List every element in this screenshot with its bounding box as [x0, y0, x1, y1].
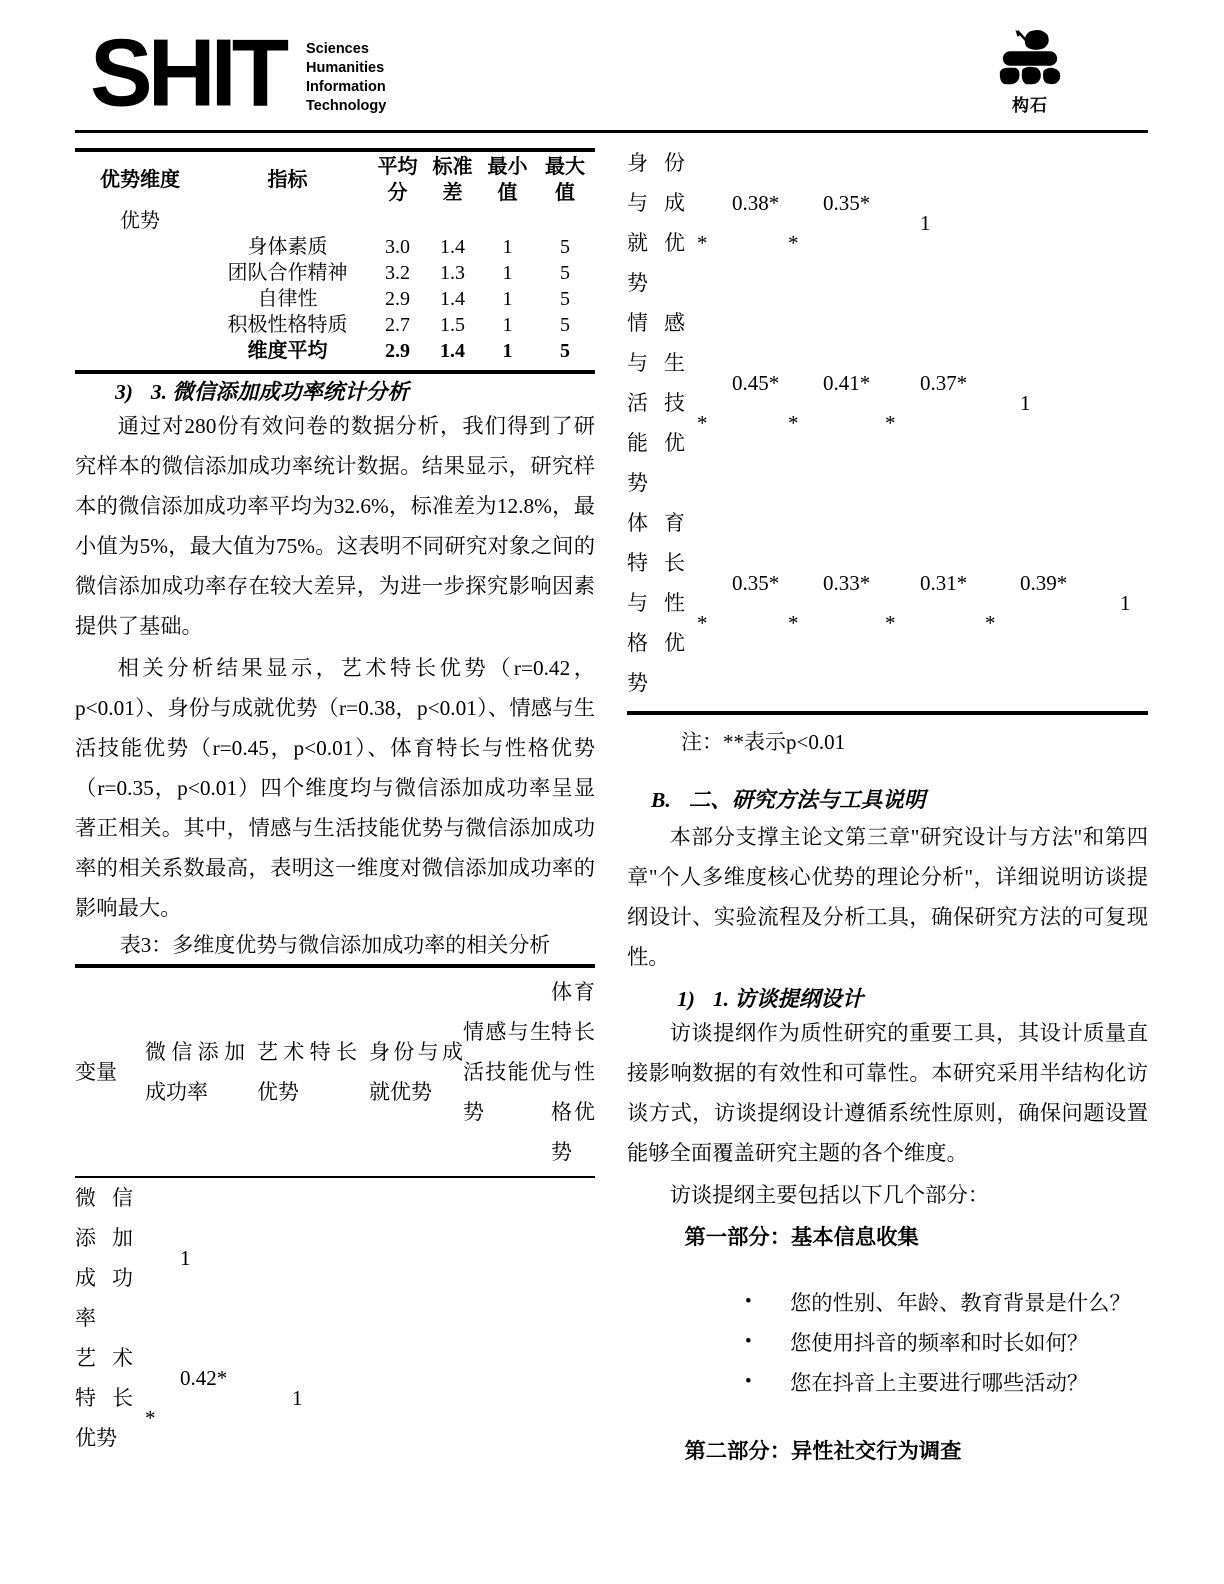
table3-caption: 表3：多维度优势与微信添加成功率的相关分析 — [119, 933, 551, 957]
value-cell: 2.7 — [385, 314, 410, 336]
question-list — [627, 1283, 1148, 1403]
indicator-cell: 团队合作精神 — [227, 262, 348, 284]
correlation-table-left — [75, 964, 595, 1458]
corr-value: 0.45* * — [697, 371, 780, 435]
table-row — [627, 143, 1148, 303]
paragraph: 访谈提纲主要包括以下几个部分： — [669, 1183, 990, 1207]
section-heading-methods — [651, 783, 1148, 817]
row-label: 身份与成就优势 — [627, 151, 685, 295]
indicator-cell: 积极性格特质 — [227, 314, 348, 336]
table-note: 注：**表示p<0.01 — [681, 730, 846, 754]
bullet-icon: • — [745, 1291, 752, 1312]
value-cell: 5 — [560, 288, 570, 310]
bullet-icon: • — [745, 1371, 752, 1392]
corr-value — [551, 1338, 595, 1458]
indicator-cell: 自律性 — [257, 288, 318, 310]
value-cell: 1 — [502, 262, 513, 284]
value-cell: 5 — [560, 314, 570, 336]
paragraph: 本部分支撑主论文第三章"研究设计与方法"和第四章"个人多维度核心优势的理论分析"，详细说明访谈提纲设计、实验流程及分析工具，确保研究方法的可复现性。 — [627, 825, 1148, 969]
corr-value: 1 — [1020, 391, 1031, 415]
heading-text: 1. 访谈提纲设计 — [712, 987, 864, 1011]
corr-value: 0.35* * — [788, 191, 871, 255]
corr-value: 1 — [292, 1386, 303, 1410]
indicator-cell: 身体素质 — [247, 236, 328, 258]
heading-text: 3. 微信添加成功率统计分析 — [150, 380, 409, 404]
table-header-row — [75, 966, 595, 1177]
table-row — [627, 503, 1148, 713]
left-column — [75, 148, 595, 1458]
corr-value — [1085, 143, 1148, 303]
logo-sub-line: Technology — [306, 98, 387, 114]
corr-value: 0.33* * — [788, 571, 871, 635]
corr-value: 0.41* * — [788, 371, 871, 435]
table-row — [75, 312, 595, 338]
value-cell: 1.5 — [440, 314, 465, 336]
logo-sub-line: Information — [306, 79, 386, 95]
paragraph: 访谈提纲作为质性研究的重要工具，其设计质量直接影响数据的有效性和可靠性。本研究采用半结构化访谈方式，访谈提纲设计遵循系统性原则，确保问题设置能够全面覆盖研究主题的各个维度。 — [627, 1021, 1148, 1165]
row-label: 情感与生活技能优势 — [627, 311, 685, 495]
value-cell: 5 — [560, 340, 570, 362]
value-cell: 3.0 — [385, 236, 410, 258]
column-header: 标准 差 — [432, 156, 473, 204]
column-header: 艺术特长优势 — [257, 966, 369, 1177]
column-header: 微信添加成功率 — [145, 966, 257, 1177]
list-item-text: 您使用抖音的频率和时长如何？ — [790, 1331, 1089, 1355]
column-header: 最小 值 — [487, 156, 528, 204]
list-item-text: 您的性别、年龄、教育背景是什么？ — [790, 1291, 1131, 1315]
value-cell: 5 — [560, 262, 570, 284]
section-heading-wechat-stats — [115, 378, 595, 406]
list-item — [627, 1323, 1148, 1363]
publisher-brand — [983, 28, 1077, 116]
value-cell: 3.2 — [385, 262, 410, 284]
heading-text: 二、研究方法与工具说明 — [688, 788, 926, 812]
list-item — [627, 1363, 1148, 1403]
publisher-brand-label: 构石 — [1012, 96, 1048, 115]
corr-value — [463, 1338, 551, 1458]
table-row — [75, 208, 595, 234]
paragraph: 相关分析结果显示，艺术特长优势（r=0.42，p<0.01）、身份与成就优势（r=0.38，p<0.01）、情感与生活技能优势（r=0.45，p<0.01）、体育特长与性格优势（r=0.35，p<0.01）四个维度均与微信添加成功率呈显著正相关。其中，情感与生活技能优势与微信添加成功率的相关系数最高，表明这一维度对微信添加成功率的影响最大。 — [75, 656, 595, 920]
row-label: 微信添加成功率 — [75, 1186, 133, 1330]
corr-value — [551, 1177, 595, 1338]
corr-value: 1 — [180, 1246, 191, 1270]
part2-title: 第二部分：异性社交行为调查 — [684, 1439, 962, 1463]
list-item — [627, 1283, 1148, 1323]
corr-value — [257, 1177, 369, 1338]
value-cell: 1.4 — [440, 340, 465, 362]
value-cell: 1 — [502, 314, 513, 336]
column-header: 最大 值 — [545, 156, 585, 204]
value-cell: 1 — [502, 236, 513, 258]
journal-logo-subtitle — [306, 40, 386, 116]
journal-logo: SHIT — [90, 18, 285, 127]
value-cell: 1 — [502, 288, 513, 310]
corr-value — [1085, 303, 1148, 503]
part1-title: 第一部分：基本信息收集 — [684, 1225, 919, 1249]
table-row — [75, 260, 595, 286]
corr-value — [369, 1338, 463, 1458]
corr-value — [369, 1177, 463, 1338]
table-row — [75, 1338, 595, 1458]
corr-value: 1 — [920, 211, 931, 235]
heading-number: B. — [651, 788, 671, 812]
value-cell: 1 — [502, 340, 513, 362]
group-label: 优势 — [120, 210, 160, 232]
corr-value: 0.38* * — [697, 191, 780, 255]
corr-value: 0.35* * — [697, 571, 780, 635]
column-header: 身份与成就优势 — [369, 966, 463, 1177]
value-cell: 2.9 — [385, 288, 410, 310]
row-label: 体育特长与性格优势 — [627, 511, 685, 695]
heading-number: 1) — [677, 987, 695, 1011]
corr-value — [985, 143, 1085, 303]
heading-number: 3) — [115, 380, 133, 404]
value-cell: 2.9 — [385, 340, 410, 362]
column-header: 指标 — [267, 169, 308, 191]
bullet-icon: • — [745, 1331, 752, 1352]
section-heading-interview-outline — [677, 985, 1148, 1013]
indicator-cell: 维度平均 — [247, 340, 328, 362]
column-header: 变量 — [75, 966, 145, 1177]
logo-sub-line: Sciences — [306, 41, 369, 57]
table-row — [75, 234, 595, 260]
corr-value: 0.42* * — [145, 1366, 228, 1430]
value-cell: 1.3 — [440, 262, 465, 284]
value-cell: 1.4 — [440, 236, 465, 258]
column-header: 情感与生活技能优势 — [463, 966, 551, 1177]
right-column — [627, 143, 1148, 1471]
row-label: 艺术特长优势 — [75, 1346, 133, 1450]
list-item-text: 您在抖音上主要进行哪些活动？ — [790, 1371, 1089, 1395]
paragraph: 通过对280份有效问卷的数据分析，我们得到了研究样本的微信添加成功率统计数据。结果显示，研究样本的微信添加成功率平均为32.6%，标准差为12.8%，最小值为5%，最大值为75%。这表明不同研究对象之间的微信添加成功率存在较大差异，为进一步探究影响因素提供了基础。 — [75, 414, 595, 638]
table-row — [627, 303, 1148, 503]
corr-value: 1 — [1120, 591, 1131, 615]
table-header-row — [75, 150, 595, 208]
corr-value: 0.37* * — [885, 371, 968, 435]
stone-pile-icon — [996, 28, 1064, 90]
header-rule — [75, 130, 1148, 133]
column-header: 平均 分 — [377, 156, 418, 204]
table-row — [75, 1177, 595, 1338]
descriptive-stats-table — [75, 148, 595, 374]
value-cell: 1.4 — [440, 288, 465, 310]
value-cell: 5 — [560, 236, 570, 258]
correlation-table-right — [627, 143, 1148, 715]
corr-value: 0.31* * — [885, 571, 968, 635]
corr-value: 0.39* * — [985, 571, 1068, 635]
table-total-row — [75, 338, 595, 372]
column-header: 优势维度 — [100, 169, 180, 191]
table-row — [75, 286, 595, 312]
column-header: 体育特长与性格优势 — [551, 966, 595, 1177]
corr-value — [463, 1177, 551, 1338]
logo-sub-line: Humanities — [306, 60, 385, 76]
